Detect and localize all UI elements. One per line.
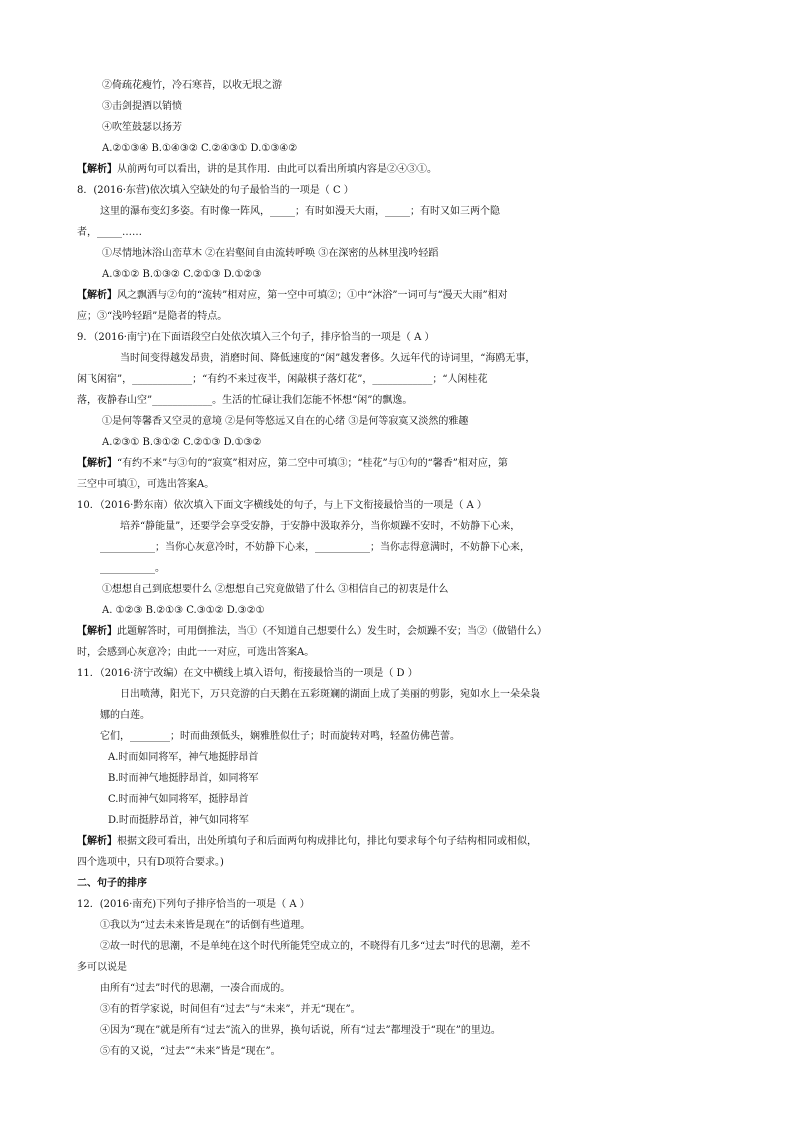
question-12: 12．(2016·南充)下列句子排序恰当的一项是（ A ） xyxy=(77,899,310,910)
passage-line: ___________；当你心灰意冷时，不妨静下心来，___________；当你志得意满时，不妨静下心来， xyxy=(100,542,530,553)
analysis-line: 【解析】此题解答时，可用倒推法，当①（不知道自己想要什么）发生时，会烦躁不安；当②（做错什么） xyxy=(77,626,547,637)
analysis-line: 三空中可填①，可选出答案A。 xyxy=(77,479,215,490)
option-line: ①尽情地沐浴山峦草木 ②在岩壑间自由流转呼唤 ③在深密的丛林里浅吟轻蹈 xyxy=(102,248,439,259)
analysis-line: 【解析】风之飘洒与②句的“流转”相对应，第一空中可填②；①中“沐浴”一词可与“漫天大雨”相对 xyxy=(77,290,508,301)
option-line: ②倚疏花瘦竹，冷石寒苔，以收无垠之游 xyxy=(102,80,282,91)
analysis-line: 【解析】“有约不来”与③句的“寂寞”相对应，第二空中可填③；“桂花”与①句的“馨香”相对应，第 xyxy=(77,458,508,469)
passage-line: ⑤有的又说，“过去”“未来”皆是“现在”。 xyxy=(100,1046,281,1057)
section-heading: 二、句子的排序 xyxy=(77,878,147,889)
option-line: B.时而神气地挺脖昂首，如同将军 xyxy=(108,773,259,784)
answer-choices: A.②①③④ B.①④③② C.②④③① D.①③④② xyxy=(102,143,298,154)
passage-line: 当时间变得越发昂贵，消磨时间、降低速度的“闲”越发奢侈。久远年代的诗词里，“海鸥无事， xyxy=(120,353,536,364)
passage-line: 日出喷薄，阳光下，万只竞游的白天鹅在五彩斑斓的湖面上成了美丽的剪影，宛如水上一朵朵袅 xyxy=(120,689,540,700)
passage-line: 娜的白莲。 xyxy=(100,710,150,721)
analysis-tag: 【解析】 xyxy=(77,164,117,175)
question-9: 9．（2016·南宁)在下面语段空白处依次填入三个句子，排序恰当的一项是（ A ） xyxy=(77,332,435,343)
question-11: 11．（2016·济宁改编）在文中横线上填入语句，衔接最恰当的一项是（ D ） xyxy=(77,668,418,679)
analysis-tag: 【解析】 xyxy=(77,458,117,469)
passage-line: 闲飞闲宿”，____________；“有约不来过夜半，闲敲棋子落灯花”，____________；“人闲桂花 xyxy=(77,374,488,385)
passage-line: 多可以说是 xyxy=(77,962,127,973)
passage-line: ①我以为“过去未来皆是现在”的话倒有些道理。 xyxy=(100,920,311,931)
passage-line: ___________。 xyxy=(100,563,165,574)
analysis-tag: 【解析】 xyxy=(77,290,117,301)
passage-line: 它们，________；时而曲颈低头，娴雅胜似仕子；时而旋转对鸣，轻盈仿佛芭蕾。 xyxy=(100,731,460,742)
passage-line: ③有的哲学家说，时间但有“过去”与“未来”，并无“现在”。 xyxy=(100,1004,361,1015)
answer-choices: A.②③① B.③①② C.②①③ D.①③② xyxy=(102,437,262,448)
passage-line: ②故一时代的思潮，不是单纯在这个时代所能凭空成立的，不晓得有几多“过去”时代的思潮，差不 xyxy=(100,941,531,952)
analysis-line: 【解析】根据文段可看出，出处所填句子和后面两句构成排比句，排比句要求每个句子结构相同或相似， xyxy=(77,836,537,847)
question-10: 10．（2016·黔东南）依次填入下面文字横线处的句子，与上下文衔接最恰当的一项是（ A ） xyxy=(77,500,487,511)
question-8: 8．(2016·东营)依次填入空缺处的句子最恰当的一项是（ C ） xyxy=(77,185,354,196)
passage-line: 落，夜静春山空”____________。生活的忙碌让我们怎能不怀想“闲”的飘逸。 xyxy=(77,395,413,406)
passage-line: 者，_____…… xyxy=(77,227,142,238)
option-line: A.时而如同将军，神气地挺脖昂首 xyxy=(108,752,259,763)
option-line: D.时而挺脖昂首，神气如同将军 xyxy=(108,815,249,826)
passage-line: 培养“静能量”，还要学会享受安静，于安静中汲取养分，当你烦躁不安时，不妨静下心来， xyxy=(120,521,521,532)
analysis-tag: 【解析】 xyxy=(77,836,117,847)
analysis-line: 四个选项中，只有D项符合要求。) xyxy=(77,857,224,868)
analysis-tag: 【解析】 xyxy=(77,626,117,637)
passage-line: 由所有“过去”时代的思潮，一凑合而成的。 xyxy=(100,983,291,994)
option-line: ④吹笙鼓瑟以扬芳 xyxy=(102,122,182,133)
option-line: ①是何等馨香又空灵的意境 ②是何等悠远又自在的心绪 ③是何等寂寞又淡然的雅趣 xyxy=(102,416,469,427)
answer-choices: A.③①② B.①③② C.②①③ D.①②③ xyxy=(102,269,262,280)
analysis-line: 应；③“浅吟轻蹈”是隐者的特点。 xyxy=(77,311,228,322)
passage-line: 这里的瀑布变幻多姿。有时像一阵风，_____；有时如漫天大雨，_____；有时又如三两个隐 xyxy=(100,206,500,217)
analysis-line: 【解析】从前两句可以看出，讲的是其作用．由此可以看出所填内容是②④③①。 xyxy=(77,164,437,175)
option-line: ③击剑提酒以销愤 xyxy=(102,101,182,112)
option-line: ①想想自己到底想要什么 ②想想自己究竟做错了什么 ③相信自己的初衷是什么 xyxy=(102,584,449,595)
answer-choices: A. ①②③ B.②①③ C.③①② D.③②① xyxy=(102,605,265,616)
analysis-line: 时，会感到心灰意冷；由此一一对应，可选出答案A。 xyxy=(77,647,315,658)
passage-line: ④因为“现在”就是所有“过去”流入的世界，换句话说，所有“过去”都埋没于“现在”的里边。 xyxy=(100,1025,501,1036)
option-line: C.时而神气如同将军，挺脖昂首 xyxy=(108,794,249,805)
